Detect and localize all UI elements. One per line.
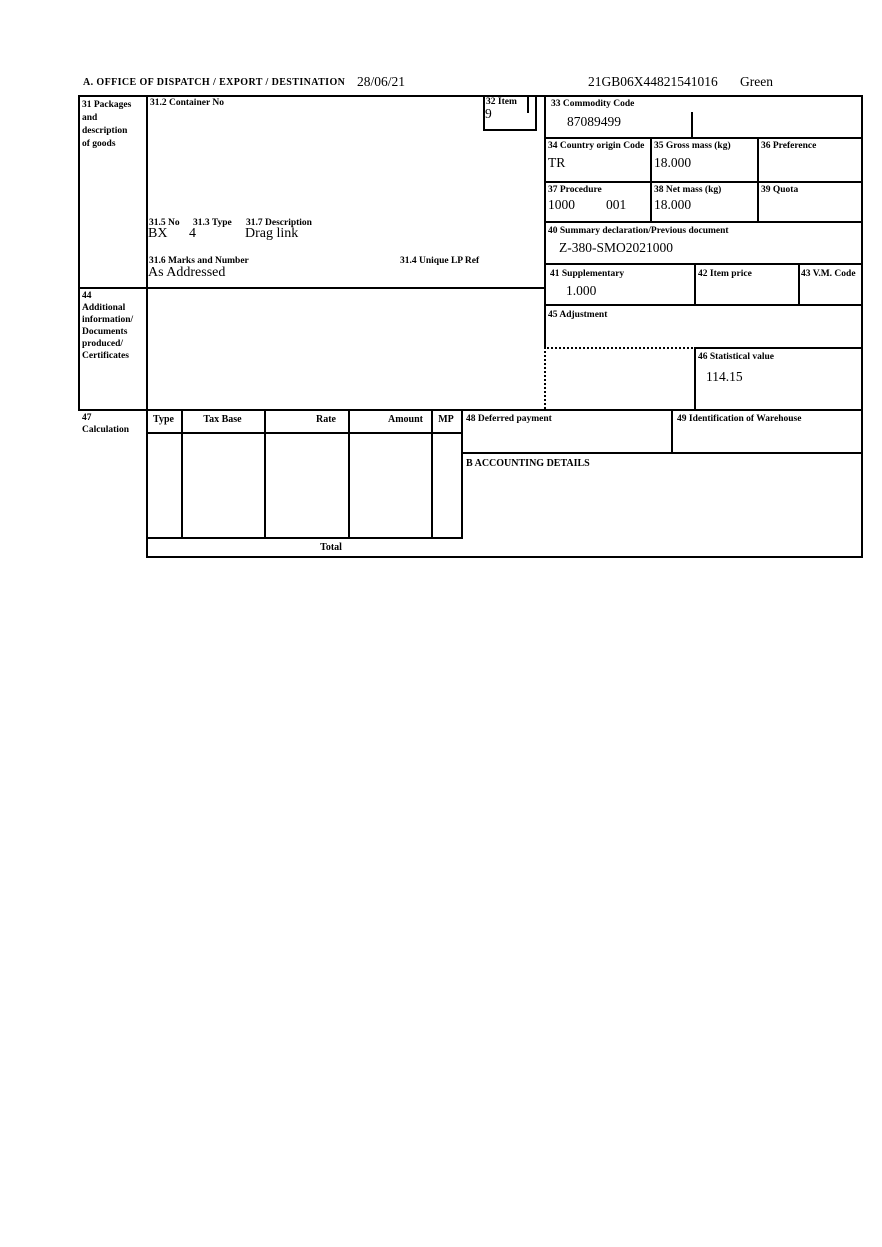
statistical-value-label: 46 Statistical value — [698, 352, 774, 362]
supplementary-units-value: 1.000 — [566, 283, 597, 298]
grid-line-calc-col3 — [348, 409, 350, 539]
grid-line-left-border — [78, 95, 80, 411]
preference-label: 36 Preference — [761, 141, 817, 151]
quota-label: 39 Quota — [761, 185, 799, 195]
grid-line-main-divider — [78, 409, 863, 411]
goods-description-label: 31.7 Description — [246, 218, 312, 228]
box31-label-line: description — [82, 126, 128, 136]
grid-line-calc-col2 — [264, 409, 266, 539]
grid-line-calc-col1 — [181, 409, 183, 539]
commodity-code-label: 33 Commodity Code — [551, 99, 635, 109]
box44-label — [82, 290, 133, 362]
calc-total-label: Total — [320, 542, 342, 553]
grid-line-col42-43 — [798, 263, 800, 306]
deferred-payment-label: 48 Deferred payment — [466, 414, 552, 424]
grid-line-row37-bottom — [544, 221, 863, 223]
grid-line-label-column — [146, 95, 148, 558]
box47-label — [82, 412, 129, 436]
grid-line-box45-bottom-dotted — [544, 347, 696, 349]
box44-label-line: Documents — [82, 327, 128, 337]
grid-line-box33-bottom — [544, 137, 863, 139]
accounting-details-label: B ACCOUNTING DETAILS — [466, 458, 590, 469]
movement-reference-number: 21GB06X44821541016 — [588, 74, 718, 89]
calc-header-mp: MP — [438, 414, 454, 425]
gross-mass-value: 18.000 — [654, 155, 692, 170]
unique-lp-ref-label: 31.4 Unique LP Ref — [400, 256, 480, 266]
packages-no-label: 31.5 No — [149, 218, 180, 228]
adjustment-label: 45 Adjustment — [548, 310, 608, 320]
calc-header-type: Type — [153, 414, 174, 425]
packages-type-label: 31.3 Type — [193, 218, 232, 228]
grid-line-top-border — [78, 95, 863, 97]
box47-label-line: Calculation — [82, 425, 129, 435]
box31-label-line: 31 Packages — [82, 100, 132, 110]
grid-line-col41-42 — [694, 263, 696, 306]
procedure-label: 37 Procedure — [548, 185, 602, 195]
summary-declaration-label: 40 Summary declaration/Previous document — [548, 226, 729, 236]
grid-line-calc-right — [461, 409, 463, 539]
country-origin-label: 34 Country origin Code — [548, 141, 645, 151]
calc-header-amount: Amount — [387, 414, 423, 425]
grid-line-col48-49 — [671, 409, 673, 454]
grid-line-box32-inner — [527, 95, 529, 113]
gross-mass-label: 35 Gross mass (kg) — [654, 141, 731, 151]
box44-label-line: Additional — [82, 303, 126, 313]
procedure-value-additional: 001 — [606, 197, 627, 212]
grid-line-row34-bottom — [544, 181, 863, 183]
grid-line-right-border — [861, 95, 863, 558]
grid-line-box40-bottom — [544, 263, 863, 265]
country-origin-value: TR — [548, 155, 566, 170]
grid-line-col35-36 — [757, 137, 759, 223]
calc-header-tax-base: Tax Base — [203, 414, 242, 425]
box44-label-line: information/ — [82, 315, 134, 325]
goods-description-value: Drag link — [245, 226, 299, 241]
section-a-title: A. OFFICE OF DISPATCH / EXPORT / DESTINATION — [83, 77, 346, 88]
packages-no-value: BX — [148, 226, 168, 241]
box44-label-line: produced/ — [82, 339, 124, 349]
grid-line-bottom-border — [146, 556, 863, 558]
item-number-value: 9 — [485, 106, 492, 121]
marks-number-value: As Addressed — [148, 265, 226, 280]
box31-label-line: of goods — [82, 139, 116, 149]
item-price-label: 42 Item price — [698, 269, 752, 279]
grid-line-col34-35 — [650, 137, 652, 223]
vm-code-label: 43 V.M. Code — [801, 269, 856, 279]
grid-line-calc-body-bottom — [146, 537, 463, 539]
box44-label-line: Certificates — [82, 351, 129, 361]
net-mass-value: 18.000 — [654, 197, 692, 212]
summary-declaration-value: Z-380-SMO2021000 — [559, 240, 673, 255]
net-mass-label: 38 Net mass (kg) — [654, 185, 722, 195]
statistical-value-value: 114.15 — [706, 369, 743, 384]
grid-line-box31-bottom — [78, 287, 546, 289]
grid-line-commodity-subdivider — [691, 112, 693, 139]
grid-line-row41-bottom — [544, 304, 863, 306]
grid-line-box32-bottom — [483, 129, 537, 131]
warehouse-id-label: 49 Identification of Warehouse — [677, 414, 802, 424]
box31-label-line: and — [82, 113, 98, 123]
grid-line-box32-right — [535, 95, 537, 131]
marks-number-label: 31.6 Marks and Number — [149, 256, 249, 266]
box31-label — [82, 99, 131, 151]
box47-label-line: 47 — [82, 413, 92, 423]
grid-line-row48-bottom — [461, 452, 863, 454]
grid-line-box46-top — [694, 347, 863, 349]
packages-type-value: 4 — [189, 226, 196, 241]
container-no-label: 31.2 Container No — [150, 98, 224, 108]
supplementary-units-label: 41 Supplementary — [550, 269, 625, 279]
box44-label-line: 44 — [82, 291, 92, 301]
dispatch-date: 28/06/21 — [357, 74, 406, 89]
routing-status: Green — [740, 74, 773, 89]
grid-line-box46-left — [694, 347, 696, 411]
grid-line-center-divider-dotted — [544, 347, 546, 409]
calc-header-rate: Rate — [316, 414, 336, 425]
commodity-code-value: 87089499 — [567, 114, 621, 129]
grid-line-calc-col4 — [431, 409, 433, 539]
procedure-value-main: 1000 — [548, 197, 575, 212]
item-number-label: 32 Item — [486, 97, 517, 107]
grid-line-calc-header-bottom — [146, 432, 463, 434]
